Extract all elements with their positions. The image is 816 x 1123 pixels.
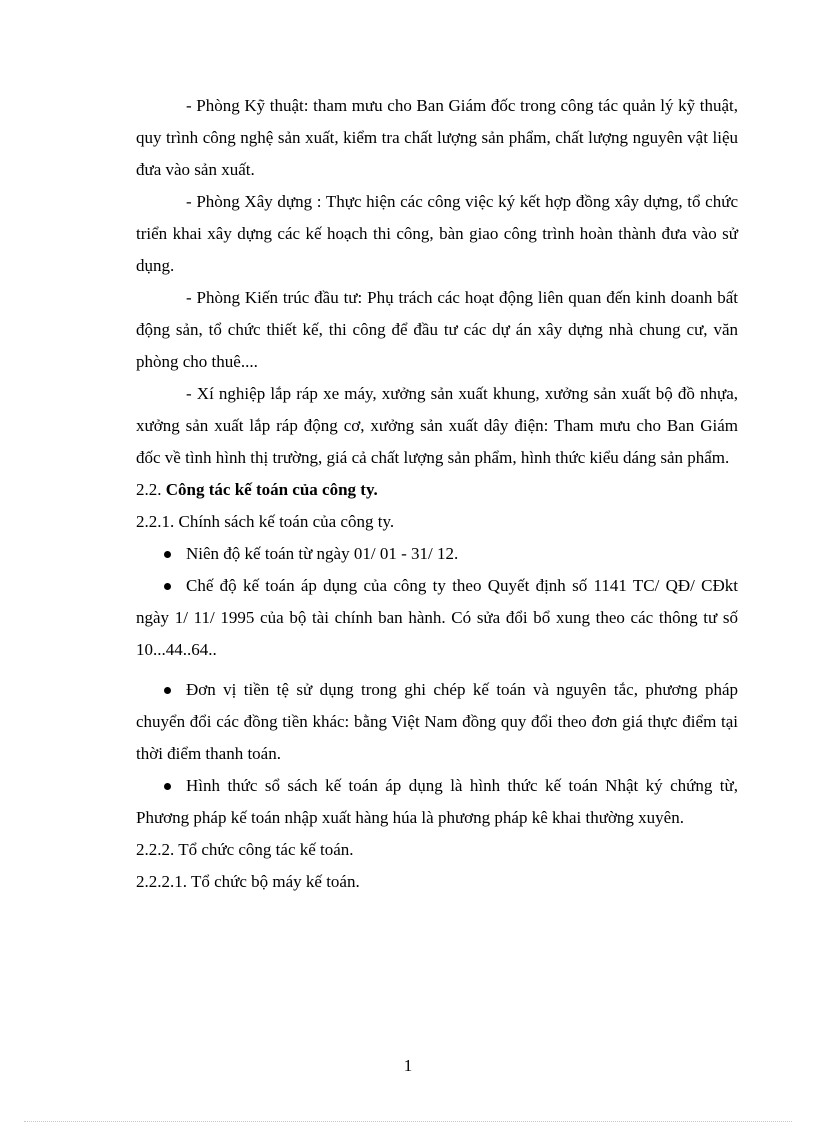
bullet-item — [136, 770, 738, 834]
section-heading-2-2-2-1: 2.2.2.1. Tổ chức bộ máy kế toán. — [136, 872, 360, 891]
page-number: 1 — [403, 1056, 413, 1075]
page-bottom-divider — [24, 1121, 792, 1122]
paragraph-phong-kien-truc: - Phòng Kiến trúc đầu tư: Phụ trách các hoạt động liên quan đến kinh doanh bất động sản, tổ chức thiết kế, thi công để đầu tư các dự án xây dựng nhà chung cư, văn phòng cho thuê.... — [136, 288, 738, 371]
bullet-item — [136, 538, 738, 570]
bullet-item — [136, 570, 738, 666]
bullet-icon — [164, 783, 171, 790]
bullet-item — [136, 674, 738, 770]
paragraph-phong-xay-dung: - Phòng Xây dựng : Thực hiện các công việc ký kết hợp đồng xây dựng, tổ chức triển khai xây dựng các kế hoạch thi công, bàn giao công trình hoàn thành đưa vào sử dụng. — [136, 192, 738, 275]
paragraph-phong-ky-thuat: - Phòng Kỹ thuật: tham mưu cho Ban Giám đốc trong công tác quản lý kỹ thuật, quy trình công nghệ sản xuất, kiểm tra chất lượng sản phẩm, chất lượng nguyên vật liệu đưa vào sản xuất. — [136, 96, 738, 179]
bullet-text: Hình thức sổ sách kế toán áp dụng là hình thức kế toán Nhật ký chứng từ, Phương pháp kế toán nhập xuất hàng húa là phương pháp kê khai thường xuyên. — [136, 776, 738, 827]
document-body — [136, 90, 738, 898]
section-number: 2.2. — [136, 480, 166, 499]
bullet-icon — [164, 687, 171, 694]
paragraph-xi-nghiep: - Xí nghiệp lắp ráp xe máy, xưởng sản xuất khung, xưởng sản xuất bộ đồ nhựa, xưởng sản xuất lắp ráp động cơ, xưởng sản xuất dây điện: Tham mưu cho Ban Giám đốc về tình hình thị trường, giá cả chất lượng sản phẩm, hình thức kiểu dáng sản phẩm. — [136, 384, 738, 467]
bullet-text: Đơn vị tiền tệ sử dụng trong ghi chép kế toán và nguyên tắc, phương pháp chuyển đổi các đồng tiền khác: bằng Việt Nam đồng quy đổi theo đơn giá thực điểm tại thời điểm thanh toán. — [136, 680, 738, 763]
bullet-icon — [164, 551, 171, 558]
section-heading-2-2 — [136, 474, 738, 506]
section-title: Công tác kế toán của công ty. — [165, 480, 378, 499]
bullet-text: Niên độ kế toán từ ngày 01/ 01 - 31/ 12. — [186, 544, 459, 563]
bullet-text: Chế độ kế toán áp dụng của công ty theo Quyết định số 1141 TC/ QĐ/ CĐkt ngày 1/ 11/ 1995 của bộ tài chính ban hành. Có sửa đổi bổ xung theo các thông tư số 10...44..64.. — [136, 576, 738, 659]
section-heading-2-2-2: 2.2.2. Tổ chức công tác kế toán. — [136, 840, 354, 859]
bullet-icon — [164, 583, 171, 590]
section-heading-2-2-1: 2.2.1. Chính sách kế toán của công ty. — [136, 512, 395, 531]
